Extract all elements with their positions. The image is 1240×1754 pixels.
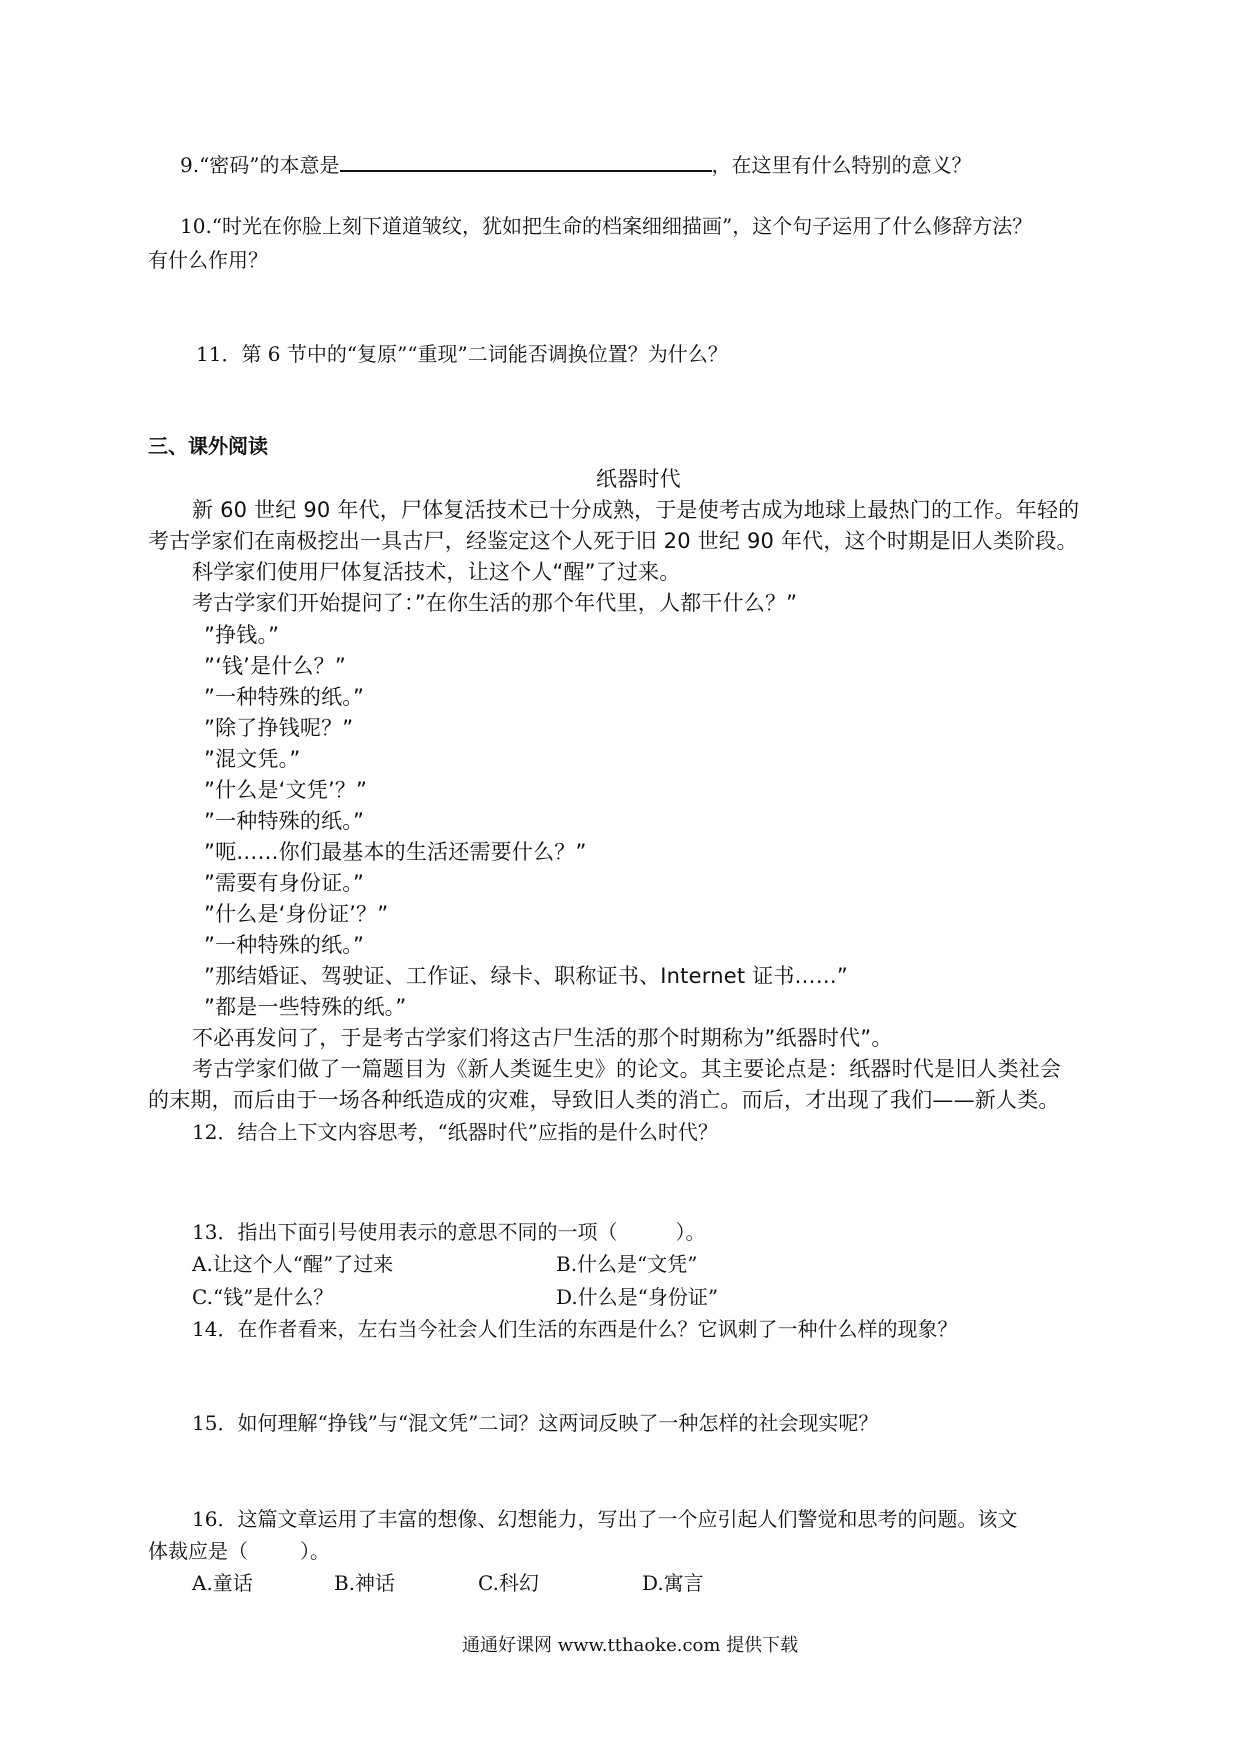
q16-option-b: B.神话: [334, 1571, 396, 1595]
dialog-line: ”一种特殊的纸。”: [204, 933, 365, 957]
question-10-line2: 有什么作用？: [148, 248, 268, 272]
q13-stem-end: ）。: [675, 1220, 706, 1244]
dialog-line: ”‘钱’是什么？”: [204, 654, 346, 678]
passage-p5-line1: 考古学家们做了一篇题目为《新人类诞生史》的论文。其主要论点是：纸器时代是旧人类社会: [192, 1057, 1062, 1081]
section-heading: 三、课外阅读: [148, 434, 268, 458]
q9-text-after: ，在这里有什么特别的意义？: [711, 153, 972, 177]
q13-option-a: A.让这个人“醒”了过来: [192, 1252, 394, 1276]
dialog-line: ”那结婚证、驾驶证、工作证、绿卡、职称证书、Internet 证书……”: [204, 964, 849, 988]
dialog-line: ”一种特殊的纸。”: [204, 809, 365, 833]
question-14: 14．在作者看来，左右当今社会人们生活的东西是什么？它讽刺了一种什么样的现象？: [192, 1317, 958, 1341]
dialog-line: ”一种特殊的纸。”: [204, 685, 365, 709]
dialog-line: ”需要有身份证。”: [204, 871, 365, 895]
q13-option-d: D.什么是“身份证”: [556, 1285, 719, 1309]
q13-option-b: B.什么是“文凭”: [556, 1252, 698, 1276]
question-13: [192, 1218, 705, 1246]
q16-text-before: 体裁应是（: [148, 1539, 248, 1563]
passage-title: 纸器时代: [596, 467, 681, 491]
question-15: 15．如何理解“挣钱”与“混文凭”二词？这两词反映了一种怎样的社会现实呢？: [192, 1411, 879, 1435]
passage-p4: 不必再发问了，于是考古学家们将这古尸生活的那个时期称为”纸器时代”。: [192, 1026, 893, 1050]
q16-text-after: ）。: [300, 1539, 330, 1563]
q16-option-c: C.科幻: [478, 1571, 539, 1595]
q13-option-c: C.“钱”是什么？: [192, 1285, 334, 1309]
passage-p5-line2: 的末期，而后由于一场各种纸造成的灾难，导致旧人类的消亡。而后，才出现了我们——新人类。: [148, 1088, 1060, 1112]
q9-answer-blank: [340, 150, 712, 172]
question-16-line1: 16．这篇文章运用了丰富的想像、幻想能力，写出了一个应引起人们警觉和思考的问题。该文: [192, 1507, 1018, 1531]
passage-p3: 考古学家们开始提问了：”在你生活的那个年代里，人都干什么？”: [192, 591, 798, 615]
dialog-line: ”呃……你们最基本的生活还需要什么？”: [204, 840, 587, 864]
question-10-line1: 10.“时光在你脸上刻下道道皱纹，犹如把生命的档案细细描画”，这个句子运用了什么修辞方法？: [180, 214, 1033, 238]
question-9: [180, 150, 972, 179]
dialog-line: ”除了挣钱呢？”: [204, 716, 354, 740]
dialog-line: ”混文凭。”: [204, 747, 301, 771]
q13-stem: 13．指出下面引号使用表示的意思不同的一项（: [192, 1220, 618, 1244]
dialog-line: ”什么是‘文凭’？”: [204, 778, 368, 802]
passage-p2: 科学家们使用尸体复活技术，让这个人“醒”了过来。: [192, 560, 681, 584]
dialog-line: ”什么是‘身份证’？”: [204, 902, 389, 926]
dialog-line: ”挣钱。”: [204, 623, 280, 647]
question-11: 11．第 6 节中的“复原”“重现”二词能否调换位置？为什么？: [196, 342, 728, 366]
q16-option-a: A.童话: [192, 1571, 253, 1595]
question-16-line2: [148, 1537, 330, 1565]
page-footer: 通通好课网 www.tthaoke.com 提供下载: [462, 1635, 799, 1656]
passage-p1-line2: 考古学家们在南极挖出一具古尸，经鉴定这个人死于旧 20 世纪 90 年代，这个时期是旧人类阶段。: [148, 529, 1078, 553]
dialog-line: ”都是一些特殊的纸。”: [204, 995, 407, 1019]
passage-p1-line1: 新 60 世纪 90 年代，尸体复活技术已十分成熟，于是使考古成为地球上最热门的工作。年轻的: [192, 498, 1080, 522]
q9-text-before: 9.“密码”的本意是: [180, 153, 340, 177]
q16-option-d: D.寓言: [642, 1571, 704, 1595]
question-12: 12．结合上下文内容思考，“纸器时代”应指的是什么时代？: [192, 1120, 718, 1144]
